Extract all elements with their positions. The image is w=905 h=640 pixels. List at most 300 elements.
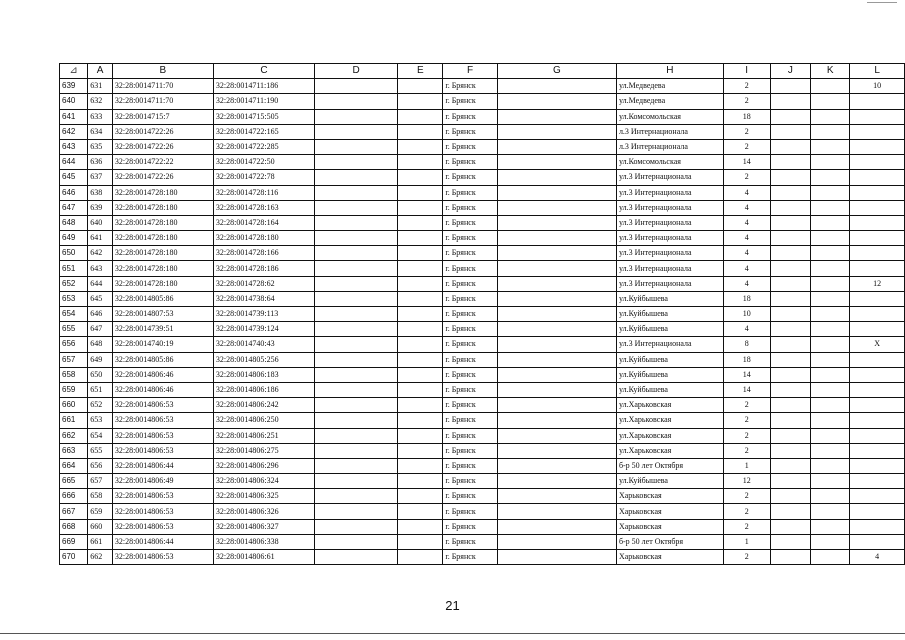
cell-i: 2: [723, 489, 770, 504]
cell-f: г. Брянск: [443, 519, 498, 534]
cell-a: 638: [88, 185, 113, 200]
cell-a: 645: [88, 291, 113, 306]
cell-j: [770, 109, 811, 124]
cell-e: [398, 550, 443, 565]
cell-d: [314, 489, 397, 504]
cell-b: 32:28:0014806:44: [112, 534, 213, 549]
cell-k: [811, 398, 850, 413]
cell-a: 635: [88, 139, 113, 154]
cell-j: [770, 428, 811, 443]
cell-e: [398, 382, 443, 397]
table-row: [60, 79, 905, 94]
cell-l: [850, 504, 905, 519]
cell-h: ул.Харьковская: [616, 413, 723, 428]
cell-e: [398, 367, 443, 382]
cell-g: [497, 382, 616, 397]
cell-c: 32:28:0014806:338: [213, 534, 314, 549]
cell-j: [770, 550, 811, 565]
cell-d: [314, 200, 397, 215]
cell-b: 32:28:0014806:53: [112, 428, 213, 443]
table-row: [60, 550, 905, 565]
cell-e: [398, 534, 443, 549]
cell-d: [314, 155, 397, 170]
cell-d: [314, 398, 397, 413]
cell-l: [850, 428, 905, 443]
cell-c: 32:28:0014715:505: [213, 109, 314, 124]
cell-e: [398, 474, 443, 489]
cell-f: г. Брянск: [443, 458, 498, 473]
cell-l: [850, 139, 905, 154]
cell-e: [398, 200, 443, 215]
cell-a: 636: [88, 155, 113, 170]
cell-j: [770, 261, 811, 276]
cell-a: 647: [88, 322, 113, 337]
cell-k: [811, 246, 850, 261]
row-number: 659: [60, 382, 88, 397]
cell-i: 18: [723, 352, 770, 367]
cell-l: [850, 413, 905, 428]
row-number: 651: [60, 261, 88, 276]
table-row: [60, 489, 905, 504]
cell-b: 32:28:0014806:53: [112, 398, 213, 413]
cell-e: [398, 276, 443, 291]
cell-l: [850, 246, 905, 261]
cell-d: [314, 413, 397, 428]
cell-c: 32:28:0014806:186: [213, 382, 314, 397]
table-row: [60, 246, 905, 261]
cell-d: [314, 291, 397, 306]
cell-g: [497, 352, 616, 367]
cell-h: ул.Куйбышева: [616, 367, 723, 382]
cell-h: ул.Куйбышева: [616, 291, 723, 306]
column-header-l: L: [850, 64, 905, 79]
cell-c: 32:28:0014739:113: [213, 307, 314, 322]
cell-d: [314, 519, 397, 534]
cell-g: [497, 534, 616, 549]
cell-d: [314, 337, 397, 352]
row-number: 656: [60, 337, 88, 352]
cell-i: 2: [723, 124, 770, 139]
cell-j: [770, 474, 811, 489]
cell-c: 32:28:0014728:164: [213, 215, 314, 230]
cell-f: г. Брянск: [443, 307, 498, 322]
cell-i: 4: [723, 322, 770, 337]
cell-g: [497, 443, 616, 458]
cell-i: 2: [723, 550, 770, 565]
cell-j: [770, 276, 811, 291]
table-row: [60, 94, 905, 109]
cell-k: [811, 170, 850, 185]
cell-b: 32:28:0014806:46: [112, 382, 213, 397]
row-number: 668: [60, 519, 88, 534]
cell-l: [850, 322, 905, 337]
cell-h: л.3 Интернационала: [616, 139, 723, 154]
row-number: 646: [60, 185, 88, 200]
cell-c: 32:28:0014806:296: [213, 458, 314, 473]
cell-i: 14: [723, 382, 770, 397]
cell-d: [314, 94, 397, 109]
cell-k: [811, 94, 850, 109]
cell-f: г. Брянск: [443, 382, 498, 397]
cell-l: [850, 231, 905, 246]
cell-b: 32:28:0014806:53: [112, 413, 213, 428]
cell-b: 32:28:0014722:26: [112, 170, 213, 185]
cell-j: [770, 458, 811, 473]
cell-a: 637: [88, 170, 113, 185]
table-row: [60, 367, 905, 382]
table-row: [60, 382, 905, 397]
cell-h: б-р 50 лет Октября: [616, 458, 723, 473]
cell-d: [314, 231, 397, 246]
row-number: 664: [60, 458, 88, 473]
cell-e: [398, 519, 443, 534]
row-number: 650: [60, 246, 88, 261]
cell-b: 32:28:0014805:86: [112, 352, 213, 367]
table-row: [60, 170, 905, 185]
cell-l: 10: [850, 79, 905, 94]
cell-l: [850, 458, 905, 473]
row-number: 670: [60, 550, 88, 565]
table-row: [60, 413, 905, 428]
column-header-i: I: [723, 64, 770, 79]
cell-c: 32:28:0014728:166: [213, 246, 314, 261]
cell-d: [314, 534, 397, 549]
cell-c: 32:28:0014806:324: [213, 474, 314, 489]
cell-f: г. Брянск: [443, 200, 498, 215]
cell-j: [770, 124, 811, 139]
cell-g: [497, 337, 616, 352]
cell-h: Харьковская: [616, 519, 723, 534]
table-row: [60, 215, 905, 230]
cell-g: [497, 185, 616, 200]
cell-j: [770, 504, 811, 519]
cell-j: [770, 94, 811, 109]
row-number: 648: [60, 215, 88, 230]
cell-f: г. Брянск: [443, 185, 498, 200]
cell-l: [850, 382, 905, 397]
cell-l: [850, 261, 905, 276]
cell-k: [811, 367, 850, 382]
cell-k: [811, 337, 850, 352]
cell-c: 32:28:0014722:78: [213, 170, 314, 185]
cell-j: [770, 398, 811, 413]
cell-d: [314, 550, 397, 565]
cell-g: [497, 246, 616, 261]
cell-g: [497, 79, 616, 94]
cell-j: [770, 382, 811, 397]
cell-i: 1: [723, 458, 770, 473]
cell-a: 632: [88, 94, 113, 109]
cell-h: ул.3 Интернационала: [616, 337, 723, 352]
cell-e: [398, 139, 443, 154]
cell-f: г. Брянск: [443, 489, 498, 504]
row-number: 644: [60, 155, 88, 170]
cell-l: [850, 215, 905, 230]
row-number: 653: [60, 291, 88, 306]
cell-h: ул.Харьковская: [616, 428, 723, 443]
cell-e: [398, 307, 443, 322]
cell-l: [850, 291, 905, 306]
cell-i: 14: [723, 155, 770, 170]
cell-g: [497, 307, 616, 322]
cell-f: г. Брянск: [443, 534, 498, 549]
cell-c: 32:28:0014740:43: [213, 337, 314, 352]
cell-i: 2: [723, 443, 770, 458]
table-row: [60, 398, 905, 413]
cell-h: Харьковская: [616, 550, 723, 565]
column-header-h: H: [616, 64, 723, 79]
cell-f: г. Брянск: [443, 550, 498, 565]
cell-j: [770, 443, 811, 458]
cell-e: [398, 215, 443, 230]
cell-e: [398, 322, 443, 337]
cell-d: [314, 124, 397, 139]
cell-f: г. Брянск: [443, 428, 498, 443]
table-row: [60, 322, 905, 337]
cell-b: 32:28:0014806:44: [112, 458, 213, 473]
column-header-row: [60, 64, 905, 79]
cell-g: [497, 94, 616, 109]
cell-i: 2: [723, 170, 770, 185]
cell-g: [497, 474, 616, 489]
cell-a: 653: [88, 413, 113, 428]
cell-c: 32:28:0014806:275: [213, 443, 314, 458]
cell-b: 32:28:0014806:46: [112, 367, 213, 382]
cell-a: 646: [88, 307, 113, 322]
cell-b: 32:28:0014806:53: [112, 489, 213, 504]
cell-g: [497, 458, 616, 473]
cell-d: [314, 474, 397, 489]
cell-k: [811, 291, 850, 306]
cell-a: 660: [88, 519, 113, 534]
cell-a: 643: [88, 261, 113, 276]
cell-g: [497, 200, 616, 215]
cell-f: г. Брянск: [443, 291, 498, 306]
cell-f: г. Брянск: [443, 367, 498, 382]
cell-h: ул.3 Интернационала: [616, 261, 723, 276]
cell-f: г. Брянск: [443, 261, 498, 276]
cell-h: л.3 Интернационала: [616, 124, 723, 139]
cell-j: [770, 489, 811, 504]
cell-k: [811, 428, 850, 443]
row-number: 654: [60, 307, 88, 322]
row-number: 655: [60, 322, 88, 337]
cell-k: [811, 231, 850, 246]
table-row: [60, 458, 905, 473]
cell-l: [850, 170, 905, 185]
cell-k: [811, 155, 850, 170]
cell-k: [811, 489, 850, 504]
cell-l: 4: [850, 550, 905, 565]
row-number: 641: [60, 109, 88, 124]
cell-a: 639: [88, 200, 113, 215]
cell-e: [398, 337, 443, 352]
cell-g: [497, 367, 616, 382]
column-header-a: A: [88, 64, 113, 79]
table-row: [60, 276, 905, 291]
cell-j: [770, 200, 811, 215]
table-row: [60, 124, 905, 139]
cell-l: [850, 519, 905, 534]
cell-i: 2: [723, 413, 770, 428]
cell-c: 32:28:0014806:183: [213, 367, 314, 382]
cell-f: г. Брянск: [443, 322, 498, 337]
cell-c: 32:28:0014728:163: [213, 200, 314, 215]
cell-f: г. Брянск: [443, 124, 498, 139]
cell-j: [770, 155, 811, 170]
cell-g: [497, 109, 616, 124]
cell-a: 652: [88, 398, 113, 413]
cell-f: г. Брянск: [443, 109, 498, 124]
cell-l: [850, 124, 905, 139]
cell-b: 32:28:0014728:180: [112, 261, 213, 276]
cell-h: ул.Харьковская: [616, 398, 723, 413]
cell-j: [770, 413, 811, 428]
cell-g: [497, 261, 616, 276]
cell-d: [314, 428, 397, 443]
cell-c: 32:28:0014722:285: [213, 139, 314, 154]
corner-cell: ⊿: [60, 64, 88, 79]
cell-k: [811, 307, 850, 322]
table-row: [60, 519, 905, 534]
cell-h: ул.Куйбышева: [616, 352, 723, 367]
cell-d: [314, 185, 397, 200]
cell-e: [398, 94, 443, 109]
row-number: 647: [60, 200, 88, 215]
cell-j: [770, 519, 811, 534]
cell-e: [398, 398, 443, 413]
cell-b: 32:28:0014806:53: [112, 504, 213, 519]
table-row: [60, 352, 905, 367]
cell-k: [811, 124, 850, 139]
table-row: [60, 291, 905, 306]
cell-k: [811, 185, 850, 200]
cell-l: [850, 534, 905, 549]
cell-g: [497, 398, 616, 413]
cell-l: [850, 352, 905, 367]
cell-g: [497, 291, 616, 306]
cell-d: [314, 215, 397, 230]
row-number: 662: [60, 428, 88, 443]
cell-h: Харьковская: [616, 489, 723, 504]
cell-e: [398, 124, 443, 139]
cell-c: 32:28:0014728:186: [213, 261, 314, 276]
table-row: [60, 139, 905, 154]
cell-i: 2: [723, 398, 770, 413]
cell-k: [811, 550, 850, 565]
cell-a: 656: [88, 458, 113, 473]
table-row: [60, 200, 905, 215]
cell-k: [811, 352, 850, 367]
cell-l: [850, 489, 905, 504]
row-number: 642: [60, 124, 88, 139]
cell-i: 4: [723, 215, 770, 230]
cell-h: ул.3 Интернационала: [616, 215, 723, 230]
row-number: 661: [60, 413, 88, 428]
cell-k: [811, 276, 850, 291]
cell-k: [811, 413, 850, 428]
cell-f: г. Брянск: [443, 155, 498, 170]
cell-c: 32:28:0014728:116: [213, 185, 314, 200]
cell-a: 642: [88, 246, 113, 261]
cell-e: [398, 261, 443, 276]
cell-c: 32:28:0014806:251: [213, 428, 314, 443]
cell-f: г. Брянск: [443, 246, 498, 261]
cell-g: [497, 170, 616, 185]
cell-e: [398, 428, 443, 443]
cell-l: [850, 185, 905, 200]
cell-c: 32:28:0014806:325: [213, 489, 314, 504]
table-row: [60, 231, 905, 246]
cell-a: 657: [88, 474, 113, 489]
cell-i: 10: [723, 307, 770, 322]
column-header-k: K: [811, 64, 850, 79]
cell-k: [811, 139, 850, 154]
row-number: 645: [60, 170, 88, 185]
cell-a: 649: [88, 352, 113, 367]
cell-b: 32:28:0014728:180: [112, 185, 213, 200]
cell-k: [811, 200, 850, 215]
cell-c: 32:28:0014806:326: [213, 504, 314, 519]
cell-g: [497, 139, 616, 154]
cell-c: 32:28:0014728:180: [213, 231, 314, 246]
table-body: [60, 79, 905, 565]
cell-f: г. Брянск: [443, 504, 498, 519]
cell-l: [850, 307, 905, 322]
cell-h: ул.Куйбышева: [616, 322, 723, 337]
cell-f: г. Брянск: [443, 276, 498, 291]
cell-d: [314, 458, 397, 473]
cell-j: [770, 291, 811, 306]
page-bottom-line: [0, 633, 905, 634]
scan-mark: [867, 2, 897, 3]
cell-k: [811, 534, 850, 549]
cell-i: 2: [723, 519, 770, 534]
cell-i: 8: [723, 337, 770, 352]
cell-d: [314, 139, 397, 154]
cell-f: г. Брянск: [443, 215, 498, 230]
table-row: [60, 307, 905, 322]
cell-g: [497, 550, 616, 565]
column-header-d: D: [314, 64, 397, 79]
cell-l: [850, 443, 905, 458]
cell-d: [314, 261, 397, 276]
cell-f: г. Брянск: [443, 352, 498, 367]
cell-e: [398, 170, 443, 185]
cell-b: 32:28:0014728:180: [112, 231, 213, 246]
cell-h: ул.3 Интернационала: [616, 231, 723, 246]
cell-c: 32:28:0014722:165: [213, 124, 314, 139]
table-row: [60, 443, 905, 458]
cell-i: 4: [723, 185, 770, 200]
cell-b: 32:28:0014728:180: [112, 246, 213, 261]
cell-c: 32:28:0014711:186: [213, 79, 314, 94]
cell-c: 32:28:0014806:61: [213, 550, 314, 565]
cell-g: [497, 124, 616, 139]
cell-b: 32:28:0014722:22: [112, 155, 213, 170]
cell-a: 658: [88, 489, 113, 504]
cell-e: [398, 185, 443, 200]
cell-i: 2: [723, 504, 770, 519]
cell-b: 32:28:0014722:26: [112, 139, 213, 154]
cell-j: [770, 185, 811, 200]
row-number: 652: [60, 276, 88, 291]
row-number: 657: [60, 352, 88, 367]
row-number: 658: [60, 367, 88, 382]
cell-f: г. Брянск: [443, 94, 498, 109]
spreadsheet-table: [59, 63, 905, 565]
cell-k: [811, 109, 850, 124]
